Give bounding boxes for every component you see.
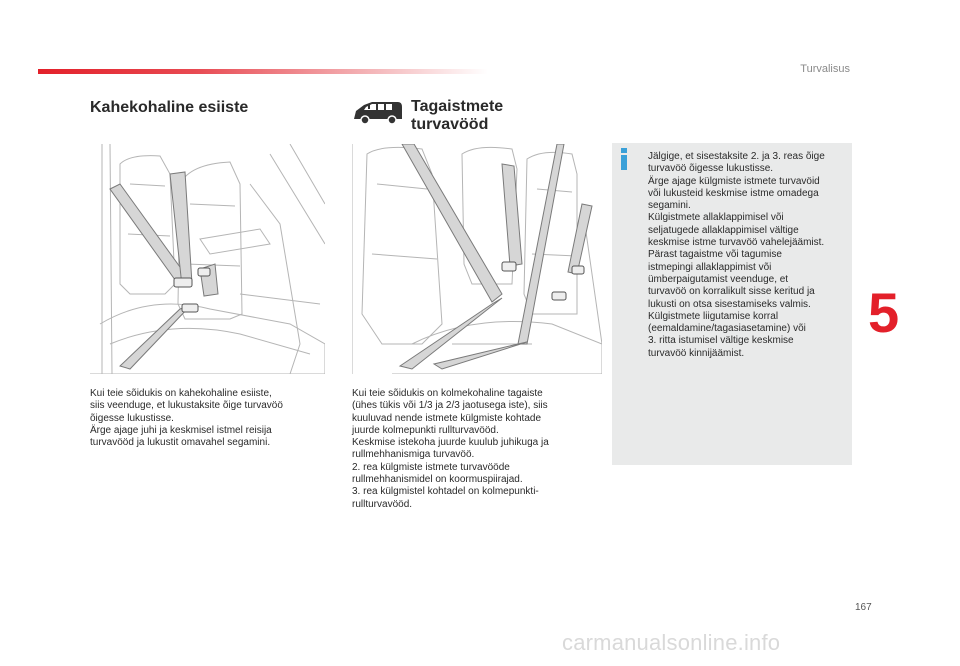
rear-belts-text: Kui teie sõidukis on kolmekohaline tagaiste (ühes tükis või 1/3 ja 2/3 jaotusega iste), siis kuuluvad nende istmete külgmiste kohtade juurde kolmepunkti rullturvavööd. Keskmise istekoha juurde kuulub juhikuga ja rullmehhanismiga turvavöö. 2. rea külgmiste istmete turvavööde rullmehhanismidel on koormuspiirajad. 3. rea külgmistel kohtadel on kolmepunkti- rullturvavööd.	[352, 388, 549, 510]
front-bench-text: Kui teie sõidukis on kahekohaline esiiste, siis veenduge, et lukustaksite õige turvavöö õigesse lukustisse. Ärge ajage juhi ja keskmisel istmel reisija turvavööd ja lukustit omavahel segamini.	[90, 388, 283, 449]
section-name: Turvalisus	[800, 63, 850, 75]
info-icon	[618, 148, 632, 170]
header-bar	[38, 69, 488, 74]
front-bench-title: Kahekohaline esiiste	[90, 99, 249, 116]
watermark: carmanualsonline.info	[562, 630, 781, 655]
rear-belts-title: Tagaistmete turvavööd	[411, 98, 504, 133]
rear-seat-illustration	[352, 144, 602, 374]
car-icon	[352, 99, 404, 125]
chapter-number: 5	[868, 281, 900, 344]
info-text: Jälgige, et sisestaksite 2. ja 3. reas õige turvavöö õigesse lukustisse. Ärge ajage külgmiste istmete turvavöid või lukusteid keskmise istme omadega segamini. Külgistmete allaklappimisel või seljatugede allaklappimisel vältige keskmise istme turvavöö vahelejäämist. Pärast tagaistme või tagumise istmepingi allaklappimist või ümberpaigutamist veenduge, et turvavöö on korralikult sisse keritud ja lukusti on otsa sisestamiseks valmis. Külgistmete liigutamise korral (eemaldamine/tagasiasetamine) või 3. ritta istumisel vältige keskmise turvavöö kinnijäämist.	[648, 151, 825, 359]
page-number: 167	[855, 602, 872, 613]
front-bench-seat-illustration	[90, 144, 325, 374]
